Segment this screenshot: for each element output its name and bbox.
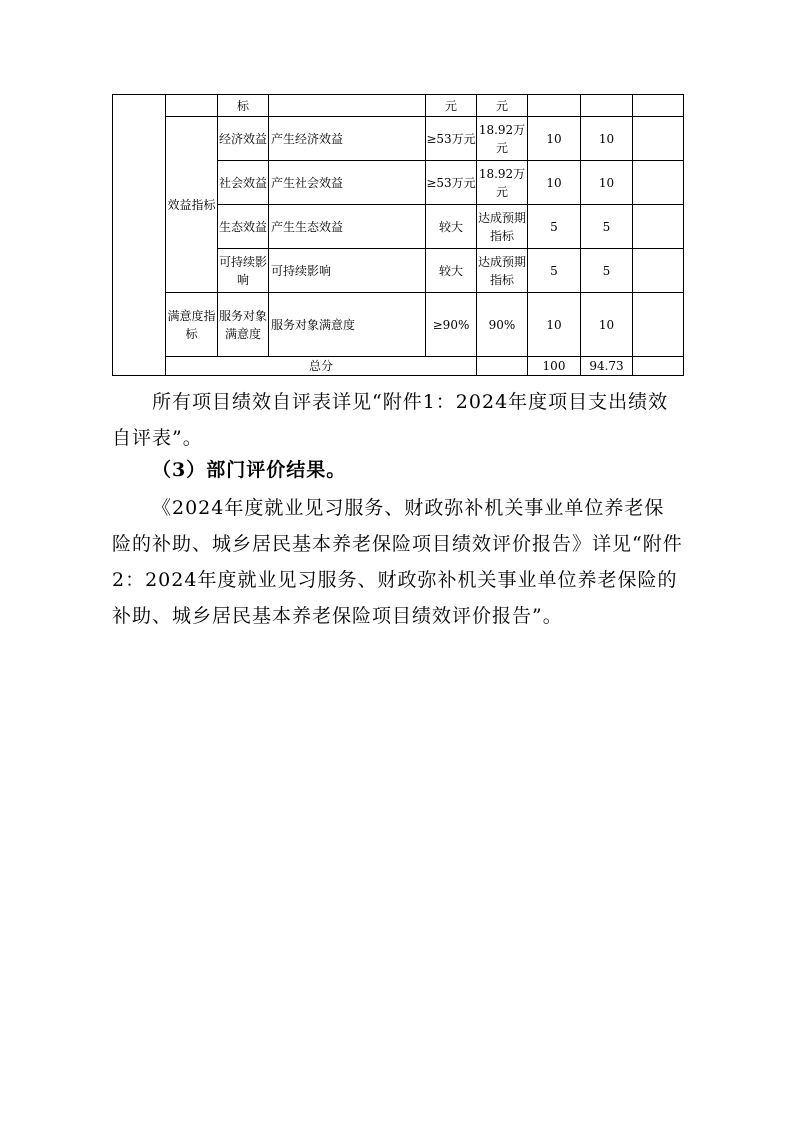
note-cell [633,249,684,293]
benefit-category-cell: 效益指标 [166,117,218,293]
target-cell: 元 [426,95,477,117]
note-cell [633,95,684,117]
note-cell [633,205,684,249]
note-cell [633,161,684,205]
first-level-cell [113,95,166,376]
target-cell: 较大 [426,205,477,249]
content-cell: 服务对象满意度 [269,293,426,357]
paragraph-attachment-2: 《2024年度就业见习服务、财政弥补机关事业单位养老保险的补助、城乡居民基本养老保险项目绩效评价报告》详见“附件2：2024年度就业见习服务、财政弥补机关事业单位养老保险的补助、城乡居民基本养老保险项目绩效评价报告”。 [112,497,683,627]
indicator-cell: 可持续影响 [218,249,269,293]
score-cell: 5 [581,205,633,249]
weight-cell [528,95,581,117]
content-cell: 产生生态效益 [269,205,426,249]
note-cell [633,293,684,357]
actual-cell: 18.92万元 [477,161,528,205]
indicator-cell: 标 [218,95,269,117]
score-cell: 10 [581,117,633,161]
indicator-cell: 社会效益 [218,161,269,205]
table-row [113,95,684,117]
indicator-cell: 生态效益 [218,205,269,249]
target-cell: 较大 [426,249,477,293]
target-cell: ≥90% [426,293,477,357]
total-score-cell: 94.73 [581,357,633,376]
target-cell: ≥53万元 [426,161,477,205]
total-weight-cell: 100 [528,357,581,376]
actual-cell: 达成预期指标 [477,205,528,249]
total-label-cell: 总分 [166,357,477,376]
total-note-cell [633,357,684,376]
content-cell: 产生经济效益 [269,117,426,161]
indicator-cell: 经济效益 [218,117,269,161]
section-heading: （3）部门评价结果。 [152,459,347,481]
actual-cell: 90% [477,293,528,357]
performance-table [112,94,684,376]
satisfaction-category-cell: 满意度指标 [166,293,218,357]
content-cell: 可持续影响 [269,249,426,293]
score-cell: 10 [581,293,633,357]
actual-cell: 元 [477,95,528,117]
actual-cell: 达成预期指标 [477,249,528,293]
indicator-cell: 服务对象满意度 [218,293,269,357]
score-cell [581,95,633,117]
score-cell: 5 [581,249,633,293]
paragraph-attachment-1: 所有项目绩效自评表详见“附件1：2024年度项目支出绩效自评表”。 [112,391,669,449]
actual-cell: 18.92万元 [477,117,528,161]
weight-cell: 5 [528,249,581,293]
content-cell: 产生社会效益 [269,161,426,205]
table-row [113,117,684,161]
score-cell: 10 [581,161,633,205]
target-cell: ≥53万元 [426,117,477,161]
second-level-cell [166,95,218,117]
weight-cell: 10 [528,117,581,161]
weight-cell: 10 [528,293,581,357]
total-row [113,357,684,376]
weight-cell: 5 [528,205,581,249]
total-empty-cell [477,357,528,376]
weight-cell: 10 [528,161,581,205]
table-row [113,293,684,357]
note-cell [633,117,684,161]
content-cell [269,95,426,117]
